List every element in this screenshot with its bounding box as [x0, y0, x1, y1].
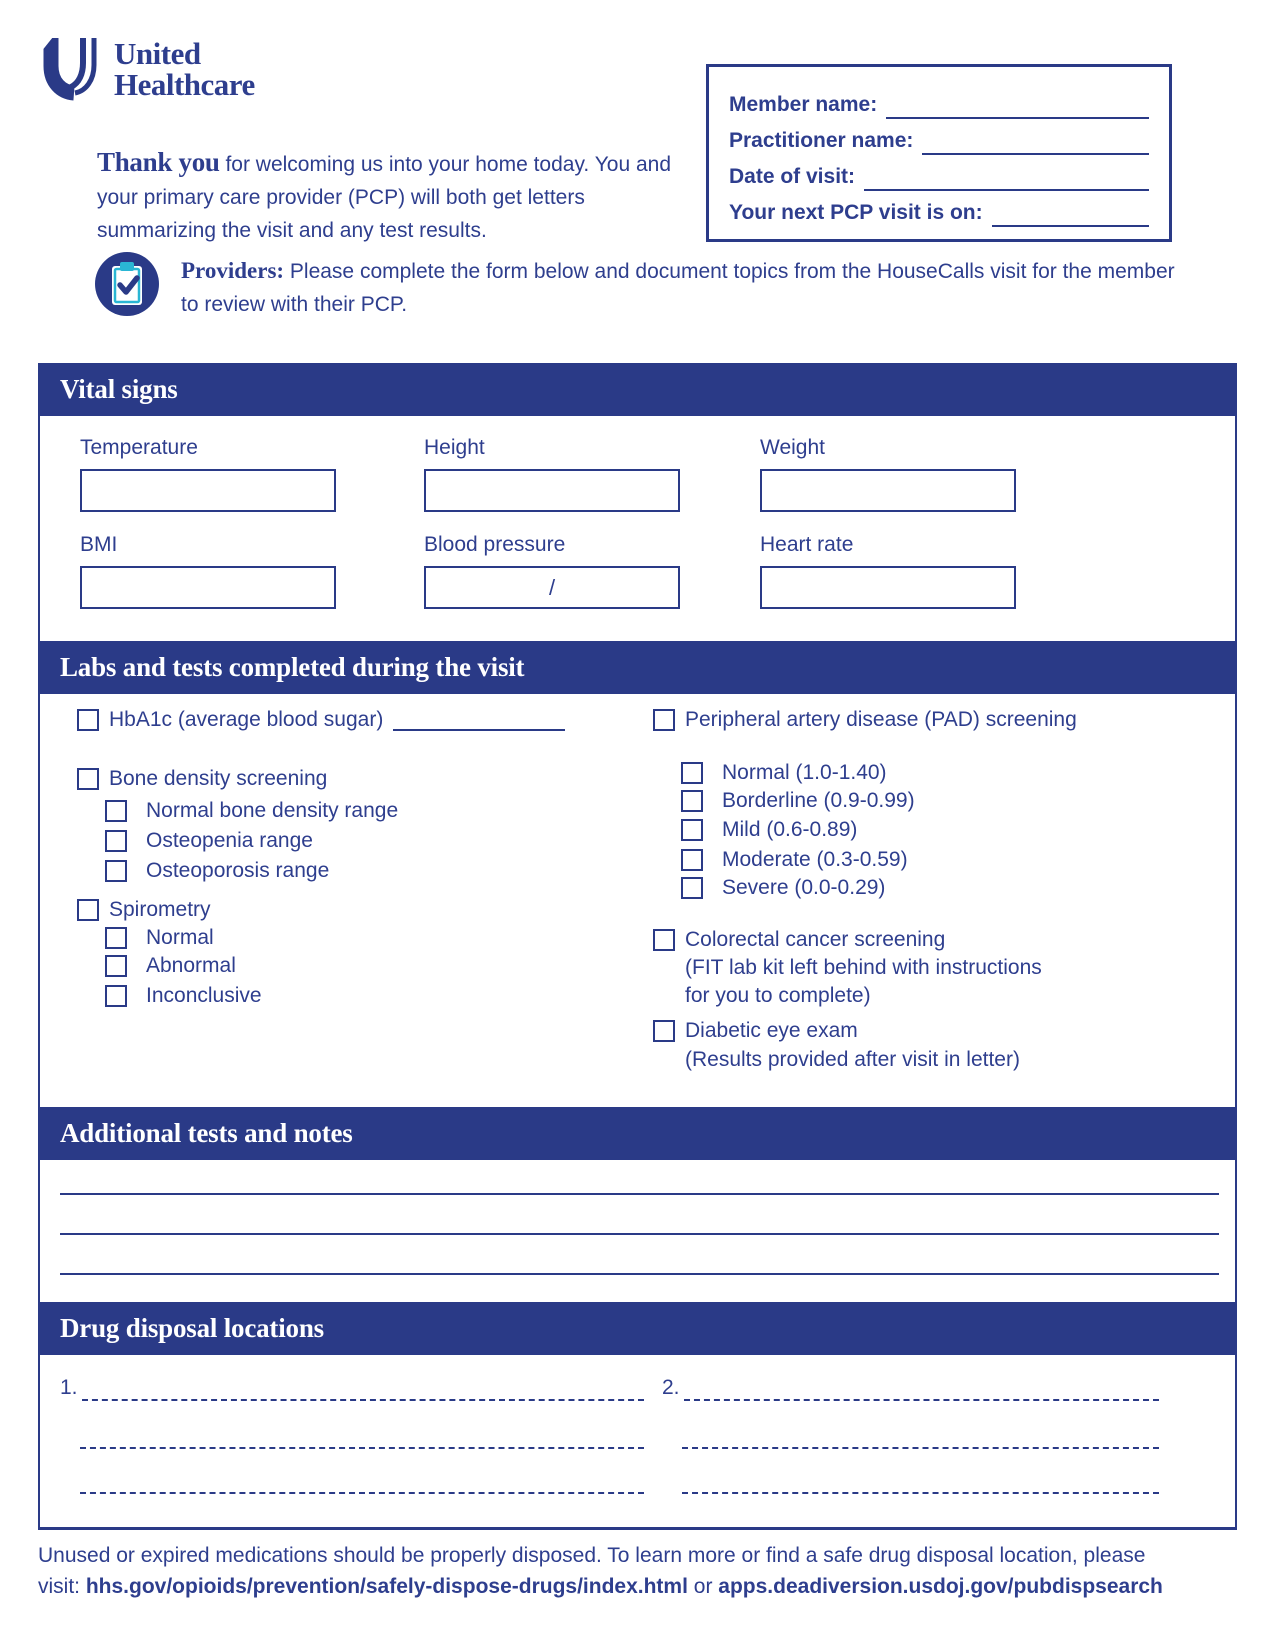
heart-rate-input[interactable]	[760, 566, 1016, 609]
member-name-input[interactable]	[886, 93, 1149, 119]
pad-normal-row	[653, 759, 1228, 787]
bone-density-label: Bone density screening	[109, 767, 328, 790]
uhc-shield-icon	[38, 34, 102, 106]
date-of-visit-label: Date of visit:	[729, 165, 856, 188]
blood-pressure-input[interactable]: /	[424, 566, 680, 609]
brand-wordmark	[114, 38, 255, 100]
spirometry-abnormal-row	[77, 952, 642, 980]
disposal-location-1-number: 1.	[60, 1376, 78, 1399]
form-body	[38, 363, 1237, 1530]
hba1c-row	[77, 706, 642, 734]
pad-severe-label: Severe (0.0-0.29)	[722, 876, 886, 899]
diabetic-eye-exam-label: Diabetic eye exam	[685, 1019, 858, 1042]
date-of-visit-input[interactable]	[864, 165, 1149, 191]
osteopenia-label: Osteopenia range	[146, 829, 313, 852]
bone-normal-row	[77, 797, 642, 825]
weight-input[interactable]	[760, 469, 1016, 512]
diabetic-eye-exam-row	[653, 1017, 1228, 1045]
temperature-label: Temperature	[80, 436, 198, 459]
checkbox-bone-density[interactable]	[77, 768, 99, 790]
disposal-location-1-row	[60, 1376, 644, 1401]
pad-moderate-label: Moderate (0.3-0.59)	[722, 848, 908, 871]
colorectal-label: Colorectal cancer screening	[685, 928, 946, 951]
providers-note	[95, 252, 1180, 321]
footnote-visit-prefix: visit:	[38, 1575, 86, 1598]
spirometry-normal-row	[77, 924, 642, 952]
section-header-labs: Labs and tests completed during the visit	[38, 641, 1237, 694]
disposal-footnote	[38, 1540, 1237, 1602]
unitedhealthcare-logo	[38, 34, 255, 106]
pad-normal-label: Normal (1.0-1.40)	[722, 761, 887, 784]
bone-density-row	[77, 765, 642, 793]
disposal-location-1-line-2[interactable]	[80, 1447, 644, 1449]
section-header-notes: Additional tests and notes	[38, 1107, 1237, 1160]
colorectal-note-line-1	[653, 954, 1228, 982]
pad-severe-row	[653, 874, 1228, 902]
pad-screening-label: Peripheral artery disease (PAD) screening	[685, 708, 1077, 731]
vital-signs-section	[38, 416, 1237, 641]
checkbox-hba1c[interactable]	[77, 709, 99, 731]
pad-mild-label: Mild (0.6-0.89)	[722, 818, 858, 841]
spirometry-label: Spirometry	[109, 898, 211, 921]
temperature-input[interactable]	[80, 469, 336, 512]
checkbox-diabetic-eye-exam[interactable]	[653, 1020, 675, 1042]
height-input[interactable]	[424, 469, 680, 512]
checkbox-pad-borderline[interactable]	[681, 790, 703, 812]
labs-section	[38, 694, 1237, 1107]
disposal-location-2-line-3[interactable]	[682, 1492, 1159, 1494]
pad-borderline-label: Borderline (0.9-0.99)	[722, 789, 915, 812]
disposal-location-2-number: 2.	[662, 1376, 680, 1399]
osteoporosis-row	[77, 857, 642, 885]
spirometry-inconclusive-row	[77, 982, 642, 1010]
providers-lead: Providers:	[181, 258, 285, 283]
pad-borderline-row	[653, 787, 1228, 815]
heart-rate-label: Heart rate	[760, 533, 854, 556]
pad-moderate-row	[653, 846, 1228, 874]
thank-you-lead: Thank you	[97, 147, 220, 177]
thank-you-paragraph	[97, 146, 672, 247]
checkbox-spirometry[interactable]	[77, 899, 99, 921]
checkbox-osteopenia[interactable]	[105, 830, 127, 852]
clipboard-check-icon	[95, 252, 159, 316]
spirometry-abnormal-label: Abnormal	[146, 954, 236, 977]
date-of-visit-row	[729, 155, 1149, 191]
disposal-location-2-line-2[interactable]	[682, 1447, 1159, 1449]
labs-right-column	[653, 694, 1228, 1074]
footnote-url-hhs: hhs.gov/opioids/prevention/safely-dispose-drugs/index.html	[85, 1575, 688, 1598]
providers-instructions: Please complete the form below and document topics from the HouseCalls visit for the member to review with their PCP.	[181, 260, 1175, 316]
hba1c-label: HbA1c (average blood sugar)	[109, 708, 384, 731]
checkbox-pad-mild[interactable]	[681, 819, 703, 841]
disposal-location-2-line-1[interactable]	[684, 1377, 1159, 1401]
footnote-conjunction: or	[687, 1575, 719, 1598]
section-header-disposal: Drug disposal locations	[38, 1302, 1237, 1355]
next-pcp-visit-row	[729, 191, 1149, 227]
colorectal-row	[653, 926, 1228, 954]
checkbox-pad-normal[interactable]	[681, 762, 703, 784]
providers-text	[181, 252, 1180, 321]
weight-label: Weight	[760, 436, 825, 459]
disposal-section	[38, 1355, 1237, 1530]
spirometry-inconclusive-label: Inconclusive	[146, 984, 262, 1007]
next-pcp-visit-label: Your next PCP visit is on:	[729, 201, 983, 224]
checkbox-pad-severe[interactable]	[681, 877, 703, 899]
checkbox-pad-screening[interactable]	[653, 709, 675, 731]
bmi-label: BMI	[80, 533, 118, 556]
osteoporosis-label: Osteoporosis range	[146, 859, 330, 882]
blood-pressure-label: Blood pressure	[424, 533, 566, 556]
checkbox-bone-normal[interactable]	[105, 800, 127, 822]
diabetic-eye-exam-note	[653, 1046, 1228, 1074]
brand-line-2: Healthcare	[114, 67, 255, 102]
bone-normal-label: Normal bone density range	[146, 799, 399, 822]
brand-line-1: United	[114, 36, 201, 71]
notes-line-2[interactable]	[60, 1233, 1219, 1235]
practitioner-name-input[interactable]	[922, 129, 1149, 155]
footnote-url-dea: apps.deadiversion.usdoj.gov/pubdispsearch	[718, 1575, 1163, 1598]
practitioner-name-label: Practitioner name:	[729, 129, 914, 152]
notes-line-1[interactable]	[60, 1193, 1219, 1195]
height-label: Height	[424, 436, 485, 459]
notes-section	[38, 1160, 1237, 1302]
notes-line-3[interactable]	[60, 1273, 1219, 1275]
thank-you-text: for welcoming us into your home today. You and your primary care provider (PCP) will both get letters summarizing the visit and any test results.	[97, 153, 672, 242]
practitioner-name-row	[729, 119, 1149, 155]
footnote-line-1: Unused or expired medications should be properly disposed. To learn more or find a safe drug disposal location, please	[38, 1544, 1146, 1567]
checkbox-spirometry-abnormal[interactable]	[105, 955, 127, 977]
osteopenia-row	[77, 827, 642, 855]
bmi-input[interactable]	[80, 566, 336, 609]
disposal-location-1-line-1[interactable]	[82, 1377, 644, 1401]
member-info-box	[706, 64, 1172, 242]
member-name-row	[729, 83, 1149, 119]
checkbox-spirometry-inconclusive[interactable]	[105, 985, 127, 1007]
section-header-vital-signs: Vital signs	[38, 363, 1237, 416]
pad-screening-row	[653, 706, 1228, 734]
next-pcp-visit-input[interactable]	[992, 201, 1149, 227]
spirometry-normal-label: Normal	[146, 926, 214, 949]
member-name-label: Member name:	[729, 93, 878, 116]
checkbox-pad-moderate[interactable]	[681, 849, 703, 871]
disposal-location-2-row	[662, 1376, 1159, 1401]
checkbox-spirometry-normal[interactable]	[105, 927, 127, 949]
colorectal-note-text-2: for you to complete)	[685, 984, 871, 1007]
checkbox-osteoporosis[interactable]	[105, 860, 127, 882]
checkbox-colorectal[interactable]	[653, 929, 675, 951]
diabetic-eye-exam-note-text: (Results provided after visit in letter)	[685, 1048, 1020, 1071]
colorectal-note-line-2	[653, 982, 1228, 1010]
hba1c-value-line[interactable]	[393, 713, 565, 731]
pad-mild-row	[653, 816, 1228, 844]
disposal-location-1-line-3[interactable]	[80, 1492, 644, 1494]
colorectal-note-text-1: (FIT lab kit left behind with instructions	[685, 956, 1042, 979]
spirometry-row	[77, 896, 642, 924]
labs-left-column	[77, 694, 642, 1010]
